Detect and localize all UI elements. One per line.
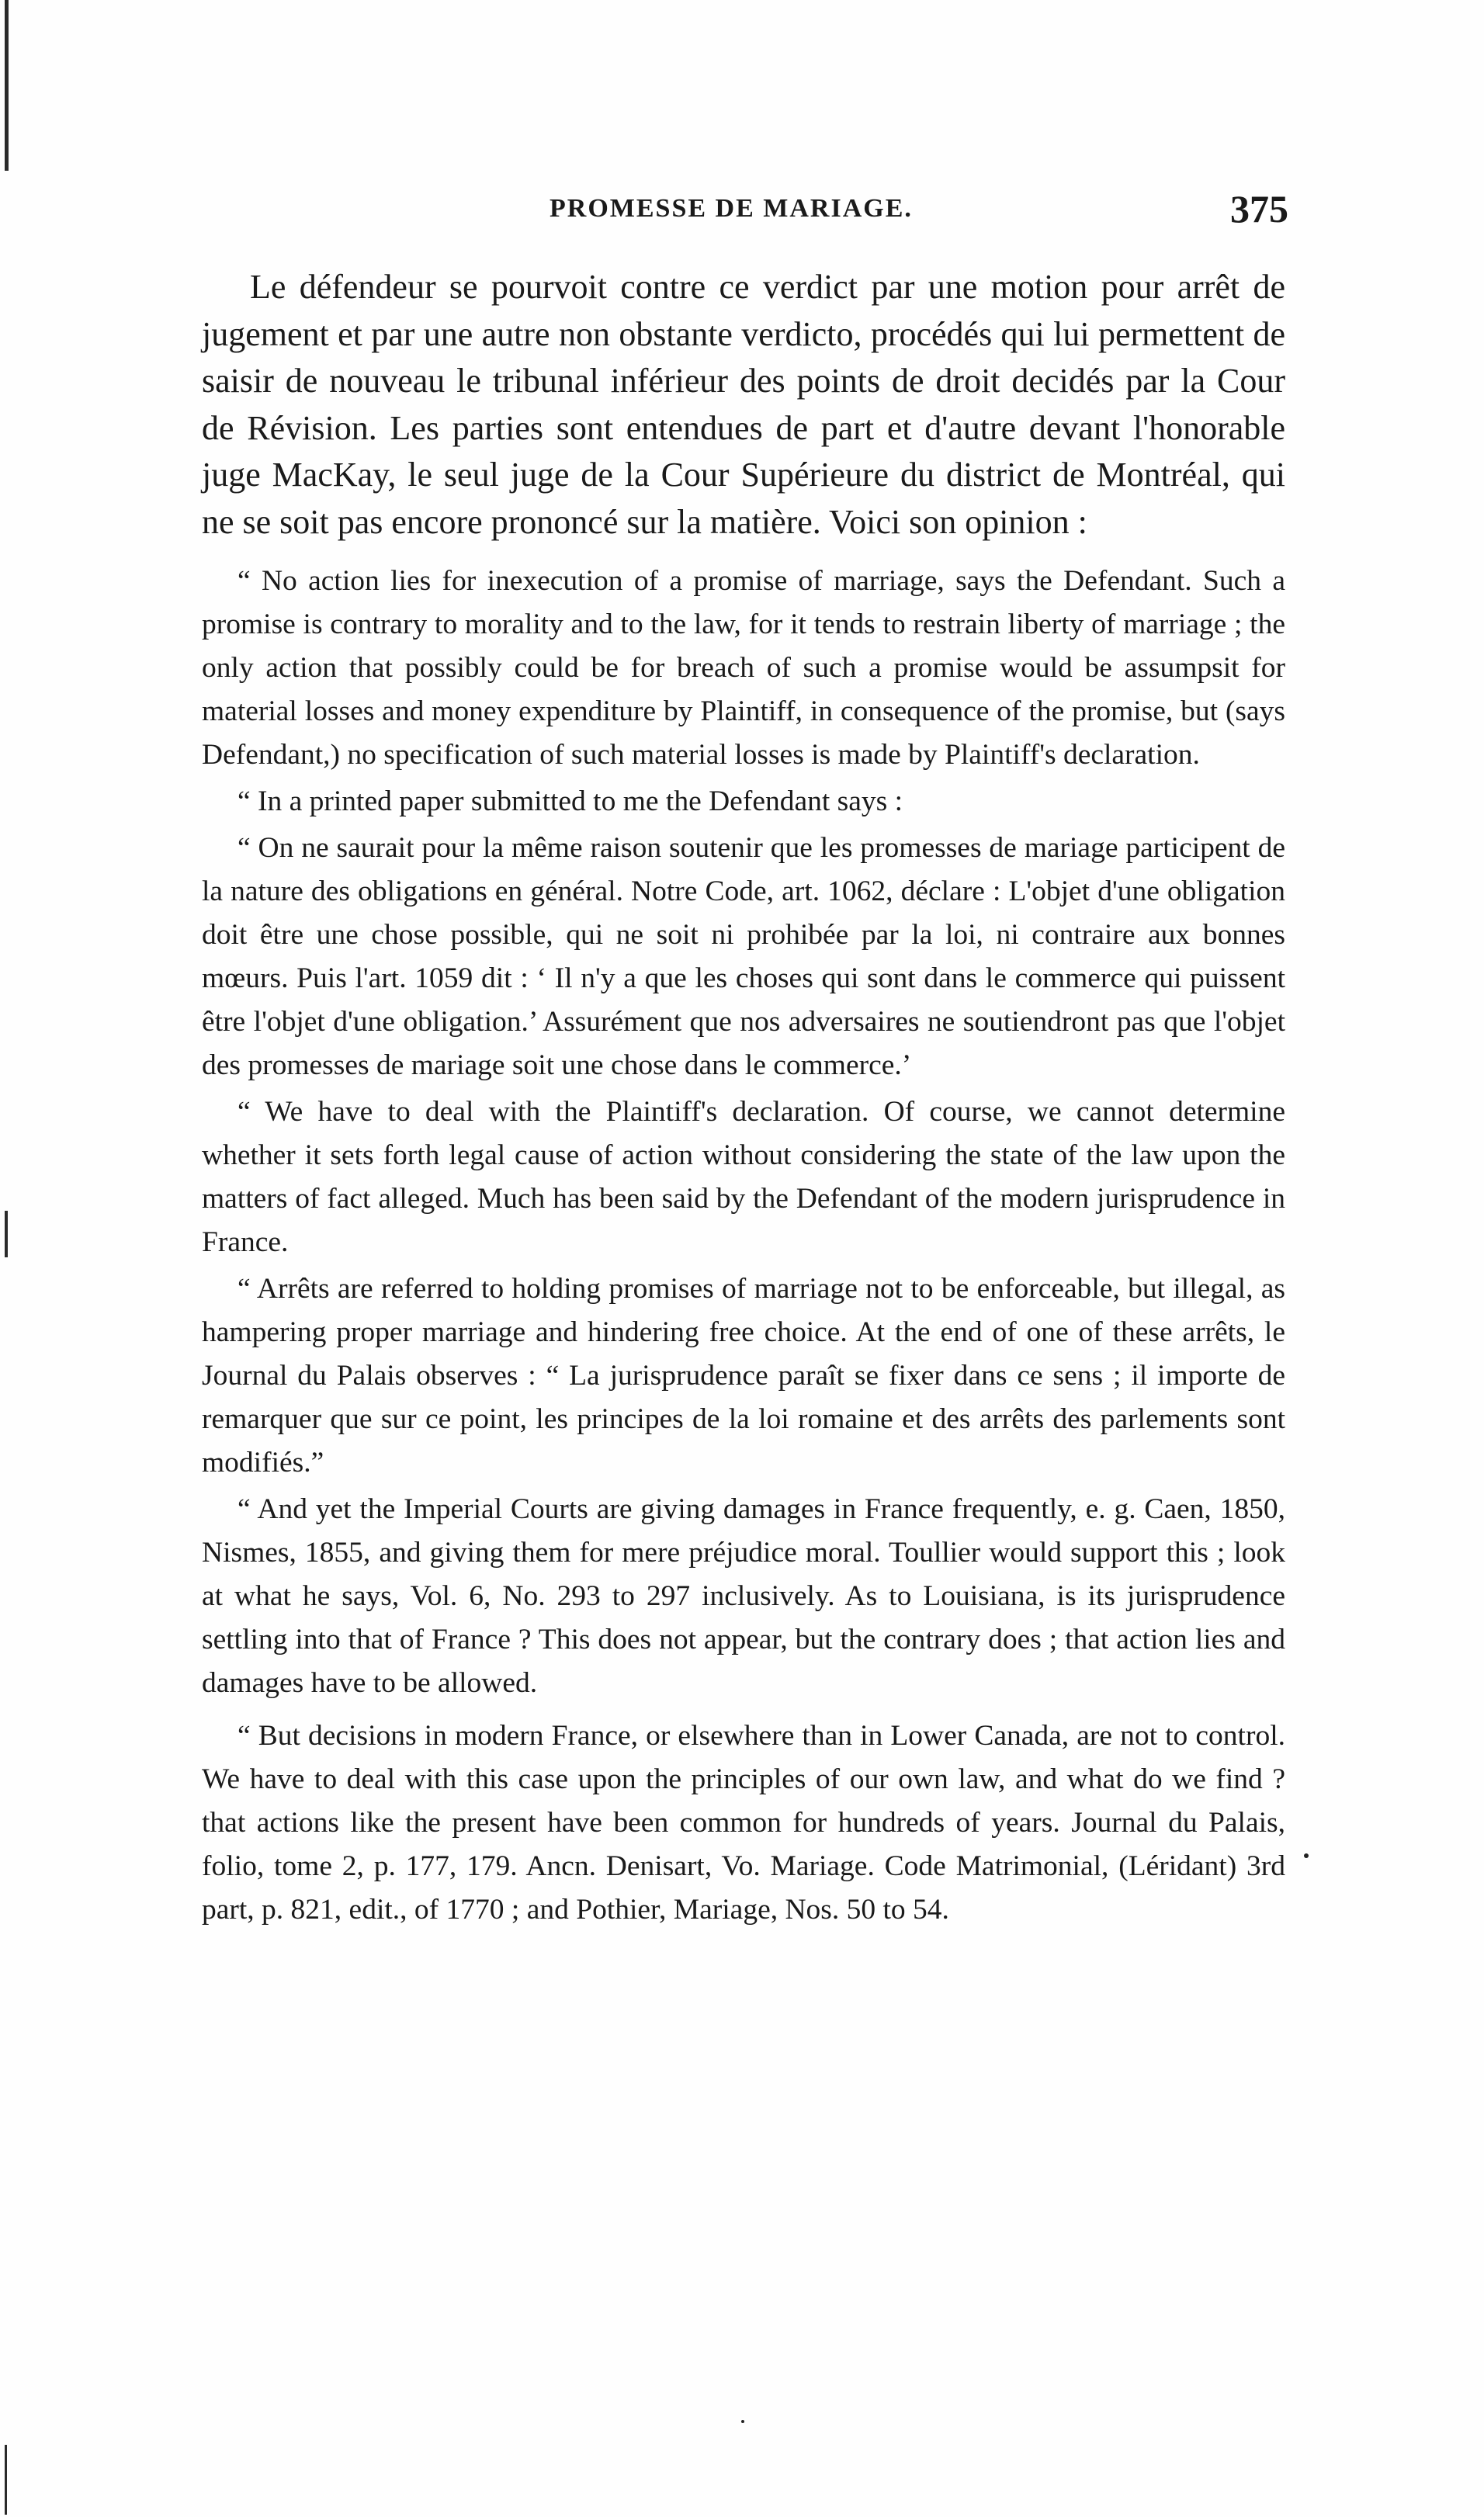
paragraph-quote: “ We have to deal with the Plaintiff's declaration. Of course, we cannot determine whether it sets forth legal cause of action without considering the state of the law upon the matters of fact alleged. Much has been said by the Defendant of the modern jurisprudence in France.	[202, 1096, 1285, 1258]
binding-edge-mark	[5, 2445, 7, 2515]
running-head: PROMESSE DE MARIAGE.	[550, 194, 913, 223]
paragraph-quote: “ Arrêts are referred to holding promises of marriage not to be enforceable, but illegal, as hampering proper marriage and hindering free choice. At the end of one of these arrêts, le Journal du Palais observes : “ La jurisprudence paraît se fixer dans ce sens ; il importe de remarquer que sur ce point, les principes de la loi romaine et des arrêts des parlements sont modifiés.”	[202, 1273, 1285, 1479]
binding-edge-mark	[5, 0, 9, 171]
paragraph-quote: “ On ne saurait pour la même raison soutenir que les promesses de mariage participent de la nature des obligations en général. Notre Code, art. 1062, déclare : L'objet d'une obligation doit être une chose possible, qui ne soit ni prohibée par la loi, ni contraire aux bonnes mœurs. Puis l'art. 1059 dit : ‘ Il n'y a que les choses qui sont dans le commerce qui puissent être l'objet d'une obligation.’ Assurément que nos adversaires ne soutiendront pas que l'objet des promesses de mariage soit une chose dans le commerce.’	[202, 832, 1285, 1081]
paragraph-quote: “ In a printed paper submitted to me the Defendant says :	[238, 785, 903, 817]
paragraph-quote: “ And yet the Imperial Courts are giving damages in France frequently, e. g. Caen, 1850, Nismes, 1855, and giving them for mere préjudice moral. Toullier would support this ; look at what he says, Vol. 6, No. 293 to 297 inclusively. As to Louisiana, is its jurisprudence settling into that of France ? This does not appear, but the contrary does ; that action lies and damages have to be allowed.	[202, 1493, 1285, 1699]
paragraph-intro: Le défendeur se pourvoit contre ce verdict par une motion pour arrêt de jugement et par une autre non obstante verdicto, procédés qui lui permettent de saisir de nouveau le tribunal inférieur des points de droit decidés par la Cour de Révision. Les parties sont entendues de part et d'autre devant l'honorable juge MacKay, le seul juge de la Cour Supérieure du district de Montréal, qui ne se soit pas encore prononcé sur la matière. Voici son opinion :	[202, 268, 1285, 541]
page-header	[202, 186, 1288, 241]
paragraph-quote: “ No action lies for inexecution of a promise of marriage, says the Defendant. Such a promise is contrary to morality and to the law, for it tends to restrain liberty of marriage ; the only action that possibly could be for breach of such a promise would be assumpsit for material losses and money expenditure by Plaintiff, in consequence of the promise, but (says Defendant,) no specification of such material losses is made by Plaintiff's declaration.	[202, 565, 1285, 771]
body-text	[202, 264, 1285, 1935]
ink-speck	[741, 2420, 744, 2423]
page-number: 375	[1230, 187, 1288, 231]
ink-speck	[1304, 1853, 1309, 1858]
paragraph-quote: “ But decisions in modern France, or elsewhere than in Lower Canada, are not to control. We have to deal with this case upon the principles of our own law, and what do we find ? that actions like the present have been common for hundreds of years. Journal du Palais, folio, tome 2, p. 177, 179. Ancn. Denisart, Vo. Mariage. Code Matrimonial, (Léridant) 3rd part, p. 821, edit., of 1770 ; and Pothier, Mariage, Nos. 50 to 54.	[202, 1720, 1285, 1926]
binding-edge-mark	[5, 1211, 8, 1257]
